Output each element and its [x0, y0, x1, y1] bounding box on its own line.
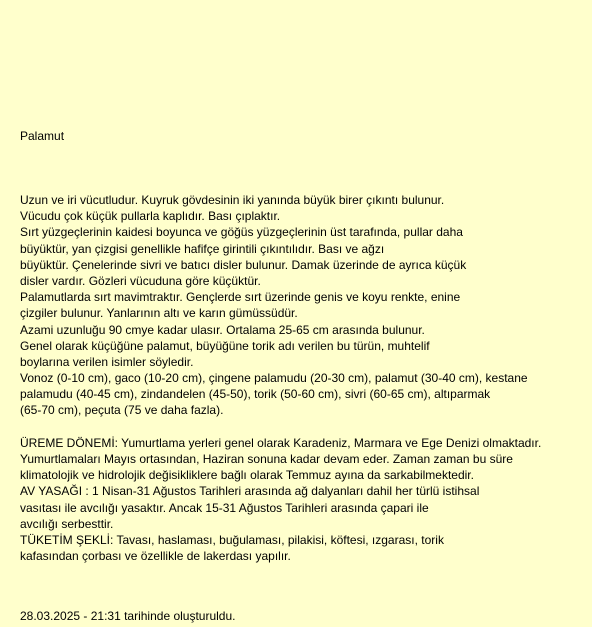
description-line: palamudu (40-45 cm), zindandelen (45-50), torik (50-60 cm), sivri (60-65 cm), altıparmak: [20, 387, 491, 402]
description-line: Vücudu çok küçük pullarla kaplıdır. Bası çıplaktır.: [20, 209, 281, 224]
description-line: disler vardır. Gözleri vücuduna göre küçüktür.: [20, 273, 261, 288]
info-line: klimatolojik ve hidrolojik değisikliklere bağlı olarak Temmuz ayına da sarkabilmektedir.: [20, 468, 474, 483]
description-line: Uzun ve iri vücutludur. Kuyruk gövdesinin iki yanında büyük birer çıkıntı bulunur.: [20, 193, 445, 207]
description-line: büyüktür. Çenelerinde sivri ve batıcı disler bulunur. Damak üzerinde de ayrıca küçük: [20, 257, 467, 272]
info-line: Yumurtlamaları Mayıs ortasından, Haziran sonuna kadar devam eder. Zaman zaman bu süre: [20, 452, 513, 466]
info-line: vasıtası ile avcılığı yasaktır. Ancak 15-31 Ağustos Tarihleri arasında çapari ile: [20, 500, 429, 515]
article-body: [20, 192, 585, 564]
description-line: boylarına verilen isimler söyledir.: [20, 354, 194, 369]
description-line: Vonoz (0-10 cm), gaco (10-20 cm), çingene palamudu (20-30 cm), palamut (30-40 cm), kestane: [20, 371, 528, 386]
description-line: Palamutlarda sırt mavimtraktır. Gençlerde sırt üzerinde genis ve koyu renkte, enine: [20, 290, 461, 305]
info-line: avcılığı serbesttir.: [20, 516, 114, 531]
description-line: çizgiler bulunur. Yanlarının altı ve karın gümüssüdür.: [20, 306, 298, 321]
description-line: Azami uzunluğu 90 cmye kadar ulasır. Ortalama 25-65 cm arasında bulunur.: [20, 322, 425, 337]
info-line: ÜREME DÖNEMİ: Yumurtlama yerleri genel olarak Karadeniz, Marmara ve Ege Denizi olmaktadır.: [20, 435, 542, 450]
description-line: büyüktür, yan çizgisi genellikle hafifçe girintili çıkıntılıdır. Bası ve ağzı: [20, 241, 385, 256]
description-line: Sırt yüzgeçlerinin kaidesi boyunca ve göğüs yüzgeçlerinin üst tarafında, pullar daha: [20, 225, 463, 240]
description-line: (65-70 cm), peçuta (75 ve daha fazla).: [20, 403, 224, 418]
generated-timestamp: 28.03.2025 - 21:31 tarihinde oluşturuldu.: [20, 609, 236, 623]
info-line: TÜKETİM ŞEKLİ: Tavası, haslaması, buğulaması, pilakisi, köftesi, ızgarası, torik: [20, 532, 444, 547]
info-line: AV YASAĞI : 1 Nisan-31 Ağustos Tarihleri arasında ağ dalyanları dahil her türlü istihsal: [20, 484, 480, 499]
page-title: Palamut: [20, 129, 65, 143]
description-line: Genel olarak küçüğüne palamut, büyüğüne torik adı verilen bu türün, muhtelif: [20, 338, 430, 353]
paragraph-spacer: [20, 419, 585, 435]
info-line: kafasından çorbası ve özellikle de lakerdası yapılır.: [20, 549, 291, 564]
